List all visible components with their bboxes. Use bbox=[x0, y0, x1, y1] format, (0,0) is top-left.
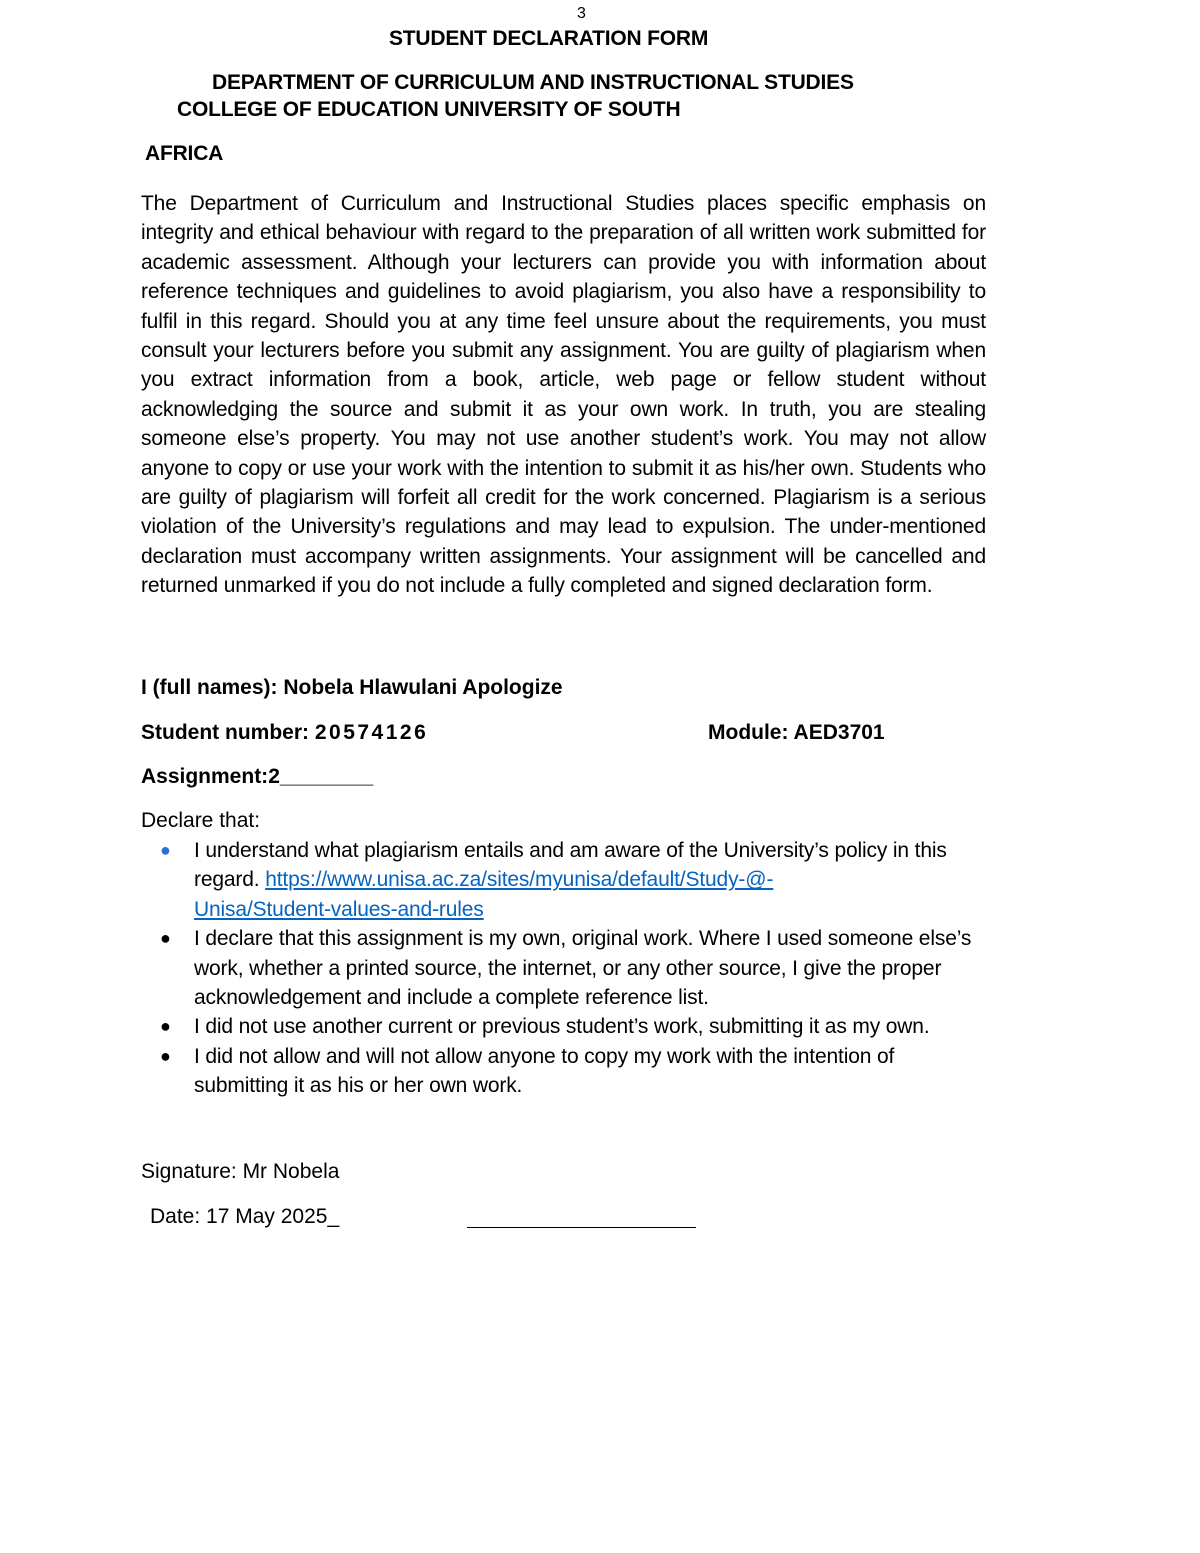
assignment-value: 2________ bbox=[268, 765, 374, 788]
full-names-field bbox=[141, 676, 563, 700]
declaration-item-text: I declare that this assignment is my own, original work. Where I used someone else’s work, whether a printed source, the internet, or any other source, I give the proper acknowledgement and include a complete reference list. bbox=[194, 927, 972, 1010]
declare-intro: Declare that: bbox=[141, 809, 261, 832]
module-value: AED3701 bbox=[793, 721, 885, 744]
student-number-value: 20574126 bbox=[314, 721, 429, 744]
full-names-value: Nobela Hlawulani Apologize bbox=[283, 676, 563, 699]
department-heading: DEPARTMENT OF CURRICULUM AND INSTRUCTIONAL STUDIES bbox=[212, 71, 854, 94]
declaration-item-text: I did not use another current or previous student’s work, submitting it as my own. bbox=[194, 1015, 930, 1039]
signature-line: Signature: Mr Nobela bbox=[141, 1160, 340, 1183]
bullet-icon: ● bbox=[160, 1016, 171, 1037]
declaration-item-text: I did not allow and will not allow anyone to copy my work with the intention of submitting it as his or her own work. bbox=[194, 1044, 895, 1098]
unisa-policy-link-line1: https://www.unisa.ac.za/sites/myunisa/default/Study-@- bbox=[265, 868, 774, 892]
bullet-icon: ● bbox=[160, 840, 171, 860]
declaration-item bbox=[160, 1042, 980, 1101]
module-label: Module: bbox=[708, 721, 789, 744]
bullet-icon: ● bbox=[160, 928, 171, 949]
module-field bbox=[708, 721, 885, 745]
signature-underline bbox=[467, 1227, 696, 1228]
declaration-item bbox=[160, 1012, 980, 1041]
student-number-label: Student number: bbox=[141, 721, 309, 744]
unisa-policy-link[interactable] bbox=[194, 868, 773, 920]
date-line: Date: 17 May 2025_ bbox=[150, 1205, 340, 1228]
form-title: STUDENT DECLARATION FORM bbox=[389, 27, 709, 50]
page-number: 3 bbox=[577, 5, 586, 22]
unisa-policy-link-line2: Unisa/Student-values-and-rules bbox=[194, 897, 484, 921]
bullet-icon: ● bbox=[160, 1045, 171, 1066]
full-names-label: I (full names): bbox=[141, 676, 278, 699]
assignment-field bbox=[141, 765, 373, 789]
student-number-field bbox=[141, 721, 428, 745]
declaration-item bbox=[160, 924, 980, 1012]
declaration-item bbox=[160, 836, 980, 924]
plagiarism-policy-paragraph: The Department of Curriculum and Instructional Studies places specific emphasis on integrity and ethical behaviour with regard to the preparation of all written work submitted for academic assessment. Although your lecturers can provide you with information about reference techniques and guidelines to avoid plagiarism, you also have a responsibility to fulfil in this regard. Should you at any time feel unsure about the requirements, you must consult your lecturers before you submit any assignment. You are guilty of plagiarism when you extract information from a book, article, web page or fellow student without acknowledging the source and submit it as your own work. In truth, you are stealing someone else’s property. You may not use another student’s work. You may not allow anyone to copy or use your work with the intention to submit it as his/her own. Students who are guilty of plagiarism will forfeit all credit for the work concerned. Plagiarism is a serious violation of the University’s regulations and may lead to expulsion. The under-mentioned declaration must accompany written assignments. Your assignment will be cancelled and returned unmarked if you do not include a fully completed and signed declaration form. bbox=[141, 192, 986, 598]
college-heading: COLLEGE OF EDUCATION UNIVERSITY OF SOUTH bbox=[177, 98, 681, 121]
declaration-item-text: I understand what plagiarism entails and am aware of the University’s policy in this regard. bbox=[194, 839, 947, 892]
declaration-list bbox=[160, 836, 980, 1101]
assignment-label: Assignment: bbox=[141, 765, 269, 788]
college-heading-continued: AFRICA bbox=[145, 142, 224, 165]
